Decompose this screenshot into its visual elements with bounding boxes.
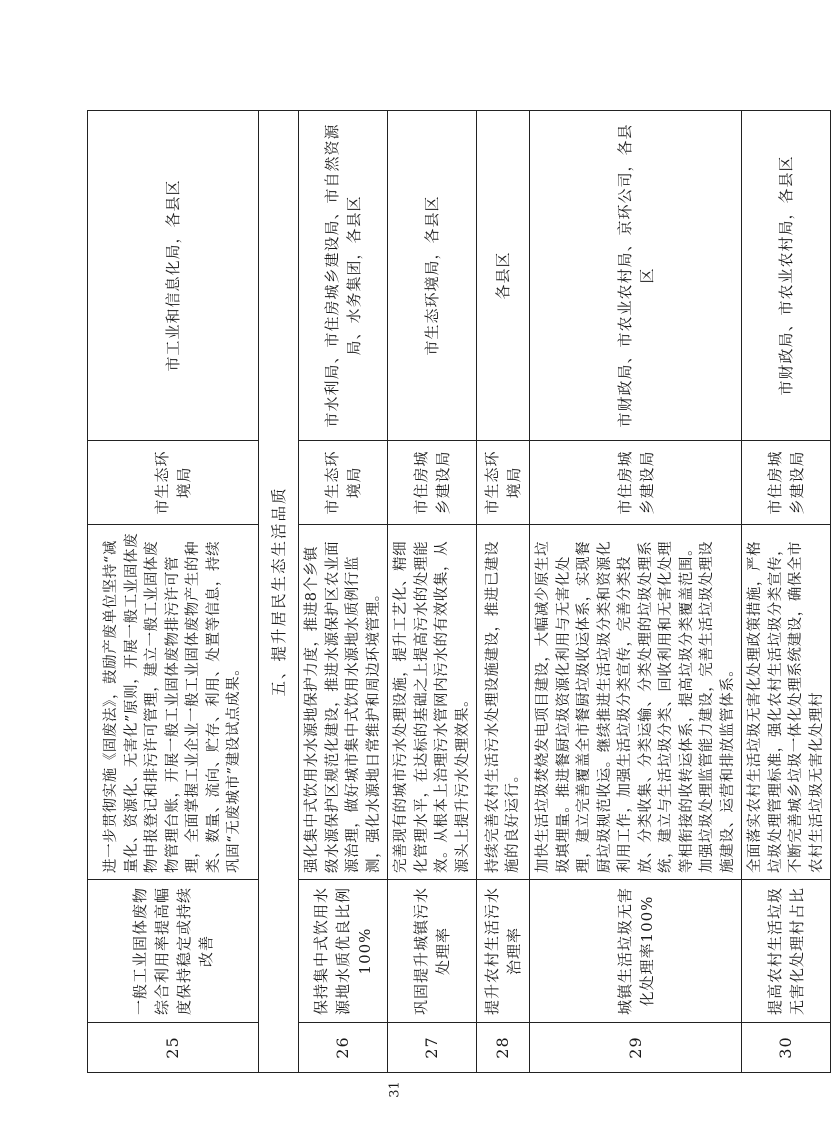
table-row xyxy=(742,111,831,1073)
cooperating-department-cell: 市生态环境局，各县区 xyxy=(388,111,477,441)
row-number: 26 xyxy=(299,1023,388,1073)
cooperating-department-cell: 市财政局、市农业农村局，各县区 xyxy=(742,111,831,441)
measures-cell: 加快生活垃圾焚烧发电项目建设，大幅减少原生垃圾填埋量。推进餐厨垃圾资源化利用与无害化处理，建立完善覆盖全市餐厨垃圾收运体系，实现餐厨垃圾规范收运。继续推进生活垃圾分类和资源化利用工作，加强生活垃圾分类宣传，完善分类投放、分类收集、分类运输、分类处理的垃圾处理系统，建立与生活垃圾分类、回收利用和无害化处理等相衔接的收转运体系，提高垃圾分类覆盖范围。加强垃圾处理监管能力建设，完善生活垃圾处理设施建设、运营和排放监管体系。 xyxy=(530,525,742,880)
lead-department-cell: 市生态环境局 xyxy=(477,441,530,525)
lead-department-cell: 市住房城乡建设局 xyxy=(742,441,831,525)
table-row xyxy=(299,111,388,1073)
target-cell: 巩固提升城镇污水处理率 xyxy=(388,880,477,1023)
row-number: 30 xyxy=(742,1023,831,1073)
target-cell: 城镇生活垃圾无害化处理率100% xyxy=(530,880,742,1023)
row-number: 28 xyxy=(477,1023,530,1073)
lead-department-cell: 市住房城乡建设局 xyxy=(388,441,477,525)
cooperating-department-cell: 各县区 xyxy=(477,111,530,441)
measures-cell: 进一步贯彻实施《固废法》，鼓励产废单位坚持“减量化、资源化、无害化”原则，开展一般工业固体废物申报登记和排污许可管理，建立一般工业固体废物管理台账，开展一般工业固体废物排污许可管理，全面掌握工业企业一般工业固体废物产生的种类、数量、流向、贮存、利用、处置等信息，持续巩固“无废城市”建设试点成果。 xyxy=(88,525,259,880)
table-row xyxy=(530,111,742,1073)
table-row xyxy=(477,111,530,1073)
lead-department-cell: 市生态环境局 xyxy=(88,441,259,525)
measures-cell: 完善现有的城市污水处理设施，提升工艺化、精细化管理水平，在达标的基础之上提高污水的处理能效。从根本上治理污水管网内污水的有效收集，从源头上提升污水处理效果。 xyxy=(388,525,477,880)
target-cell: 保持集中式饮用水源地水质优良比例100% xyxy=(299,880,388,1023)
table-row xyxy=(88,111,259,1073)
lead-department-cell: 市生态环境局 xyxy=(299,441,388,525)
section-header-row xyxy=(259,111,299,1073)
measures-cell: 强化集中式饮用水水源地保护力度，推进8个乡镇级水源保护区规范化建设，推进水源保护区农业面源治理，做好城市集中式饮用水源地水质例行监测，强化水源地日常维护和周边环境管理。 xyxy=(299,525,388,880)
target-cell: 提高农村生活垃圾无害化处理村占比 xyxy=(742,880,831,1023)
cooperating-department-cell: 市财政局、市农业农村局、京环公司，各县区 xyxy=(530,111,742,441)
rotated-table-container xyxy=(87,111,825,1073)
task-table xyxy=(87,110,831,1073)
measures-cell: 持续完善农村生活污水处理设施建设，推进已建设施的良好运行。 xyxy=(477,525,530,880)
cooperating-department-cell: 市工业和信息化局，各县区 xyxy=(88,111,259,441)
lead-department-cell: 市住房城乡建设局 xyxy=(530,441,742,525)
measures-cell: 全面落实农村生活垃圾无害化处理政策措施，严格垃圾处理管理标准，强化农村生活垃圾分类宣传，不断完善城乡垃圾一体化处理系统建设，确保全市农村生活垃圾无害化处理村 xyxy=(742,525,831,880)
row-number: 27 xyxy=(388,1023,477,1073)
table-row xyxy=(388,111,477,1073)
row-number: 29 xyxy=(530,1023,742,1073)
page-number: 31 xyxy=(387,1081,403,1098)
target-cell: 一般工业固体废物综合利用率提高幅度保持稳定或持续改善 xyxy=(88,880,259,1023)
row-number: 25 xyxy=(88,1023,259,1073)
section-title: 五、提升居民生态生活品质 xyxy=(259,111,299,1073)
target-cell: 提升农村生活污水治理率 xyxy=(477,880,530,1023)
cooperating-department-cell: 市水利局、市住房城乡建设局、市自然资源局、水务集团，各县区 xyxy=(299,111,388,441)
